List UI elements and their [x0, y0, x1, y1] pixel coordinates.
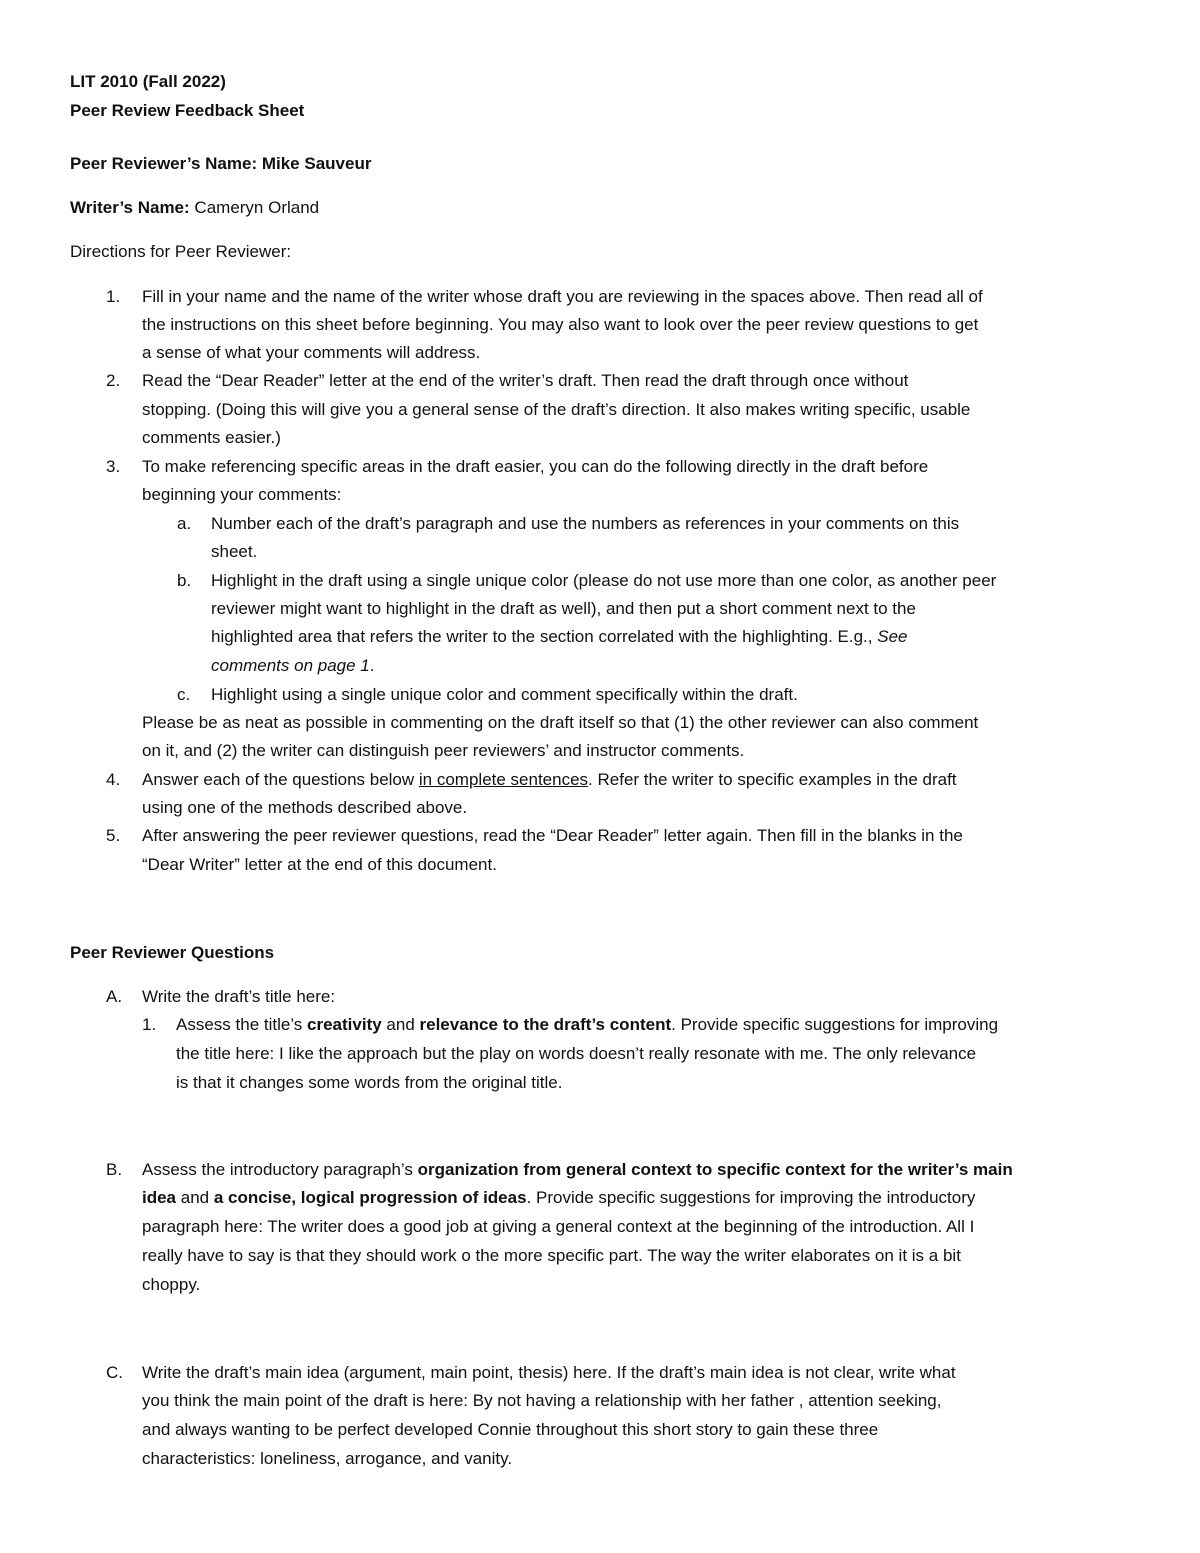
- question-letter: A.: [106, 987, 123, 1006]
- question-b-bold: idea: [142, 1188, 177, 1207]
- question-a1-text: and: [381, 1015, 420, 1034]
- direction-3-note-line: Please be as neat as possible in commenting on the draft itself so that (1) the other reviewer can also comment: [142, 713, 979, 732]
- question-a1-answer-line: the title here: I like the approach but the play on words doesn’t really resonate with me. The only relevance: [176, 1044, 977, 1063]
- direction-1-line: Fill in your name and the name of the writer whose draft you are reviewing in the spaces above. Then read all of: [142, 287, 983, 306]
- question-c-answer-line: characteristics: loneliness, arrogance, and vanity.: [142, 1449, 513, 1468]
- reviewer-name-label: Peer Reviewer’s Name:: [70, 154, 258, 173]
- direction-3c-line: Highlight using a single unique color and comment specifically within the draft.: [211, 685, 798, 704]
- question-b-bold: a concise, logical progression of ideas: [213, 1188, 527, 1207]
- question-letter: C.: [106, 1363, 123, 1382]
- sheet-title: Peer Review Feedback Sheet: [70, 101, 305, 120]
- direction-3b-italic: See: [877, 627, 908, 646]
- question-b-answer-line: choppy.: [142, 1275, 201, 1294]
- directions-heading: Directions for Peer Reviewer:: [70, 242, 292, 261]
- direction-4-underline: in complete sentences: [418, 770, 589, 789]
- question-a1-bold: relevance to the draft’s content: [419, 1015, 672, 1034]
- list-letter: c.: [177, 685, 191, 704]
- question-c-answer-line: and always wanting to be perfect developed Connie throughout this short story to gain these three: [142, 1420, 879, 1439]
- question-b-answer-line: really have to say is that they should work o the more specific part. The way the writer elaborates on it is a bit: [142, 1246, 961, 1265]
- question-letter: B.: [106, 1160, 123, 1179]
- question-b-bold: organization from general context to specific context for the writer’s main: [417, 1160, 1013, 1179]
- question-a1-line: [176, 1015, 998, 1035]
- direction-4-line: using one of the methods described above.: [142, 798, 468, 817]
- question-b-line: [142, 1160, 1013, 1180]
- direction-4-text: Answer each of the questions below: [142, 770, 419, 789]
- direction-3b-text: highlighted area that refers the writer to the section correlated with the highlighting. E.g.,: [211, 627, 873, 646]
- list-number: 3.: [106, 457, 121, 476]
- question-a-line: Write the draft’s title here:: [142, 987, 336, 1006]
- list-number: 1.: [106, 287, 121, 306]
- direction-3b-line: Highlight in the draft using a single unique color (please do not use more than one color, as another peer: [211, 571, 997, 590]
- direction-3a-line: sheet.: [211, 542, 258, 561]
- question-b-text: Assess the introductory paragraph’s: [142, 1160, 418, 1179]
- direction-2-line: comments easier.): [142, 428, 281, 447]
- question-a1-text: Assess the title’s: [176, 1015, 308, 1034]
- list-number: 5.: [106, 826, 121, 845]
- question-b-answer-line: paragraph here: The writer does a good job at giving a general context at the beginning of the introduction. All I: [142, 1217, 975, 1236]
- list-number: 2.: [106, 371, 121, 390]
- list-letter: a.: [177, 514, 192, 533]
- writer-name-label: Writer’s Name:: [70, 198, 190, 217]
- direction-3b-line: [211, 627, 907, 647]
- list-number: 4.: [106, 770, 121, 789]
- direction-3b-line: [211, 656, 375, 676]
- direction-4-text: . Refer the writer to specific examples in the draft: [588, 770, 957, 789]
- direction-3a-line: Number each of the draft’s paragraph and use the numbers as references in your comments on this: [211, 514, 960, 533]
- direction-1-line: a sense of what your comments will address.: [142, 343, 481, 362]
- reviewer-name-value: Mike Sauveur: [261, 154, 372, 173]
- question-a-subnumber: 1.: [142, 1015, 157, 1034]
- direction-5-line: “Dear Writer” letter at the end of this document.: [142, 855, 497, 874]
- direction-2-line: Read the “Dear Reader” letter at the end of the writer’s draft. Then read the draft through once without: [142, 371, 909, 390]
- question-c-line: Write the draft’s main idea (argument, main point, thesis) here. If the draft’s main idea is not clear, write what: [142, 1363, 956, 1382]
- direction-1-line: the instructions on this sheet before beginning. You may also want to look over the peer review questions to get: [142, 315, 979, 334]
- direction-3b-italic: comments on page 1: [211, 656, 370, 675]
- direction-2-line: stopping. (Doing this will give you a general sense of the draft’s direction. It also makes writing specific, usable: [142, 400, 971, 419]
- list-letter: b.: [177, 571, 192, 590]
- direction-5-line: After answering the peer reviewer questions, read the “Dear Reader” letter again. Then fill in the blanks in the: [142, 826, 963, 845]
- course-title: LIT 2010 (Fall 2022): [70, 72, 226, 91]
- questions-heading: Peer Reviewer Questions: [70, 943, 275, 962]
- question-a1-answer-line: is that it changes some words from the original title.: [176, 1073, 563, 1092]
- direction-4-line: [142, 770, 957, 790]
- reviewer-name-line: [70, 154, 371, 174]
- writer-name-value: Cameryn Orland: [194, 198, 320, 217]
- writer-name-line: [70, 198, 319, 218]
- direction-3-line: To make referencing specific areas in the draft easier, you can do the following directly in the draft before: [142, 457, 929, 476]
- question-b-text: . Provide specific suggestions for improving the introductory: [526, 1188, 976, 1207]
- direction-3-line: beginning your comments:: [142, 485, 342, 504]
- question-a1-bold: creativity: [307, 1015, 382, 1034]
- direction-3b-line: reviewer might want to highlight in the draft as well), and then put a short comment next to the: [211, 599, 916, 618]
- direction-3-note-line: on it, and (2) the writer can distinguish peer reviewers’ and instructor comments.: [142, 741, 745, 760]
- question-b-line: [142, 1188, 975, 1208]
- question-a1-text: . Provide specific suggestions for improving: [671, 1015, 999, 1034]
- question-c-answer-line: you think the main point of the draft is here: By not having a relationship with her father , attention seeking,: [142, 1391, 942, 1410]
- direction-3b-text: .: [369, 656, 375, 675]
- question-b-text: and: [176, 1188, 214, 1207]
